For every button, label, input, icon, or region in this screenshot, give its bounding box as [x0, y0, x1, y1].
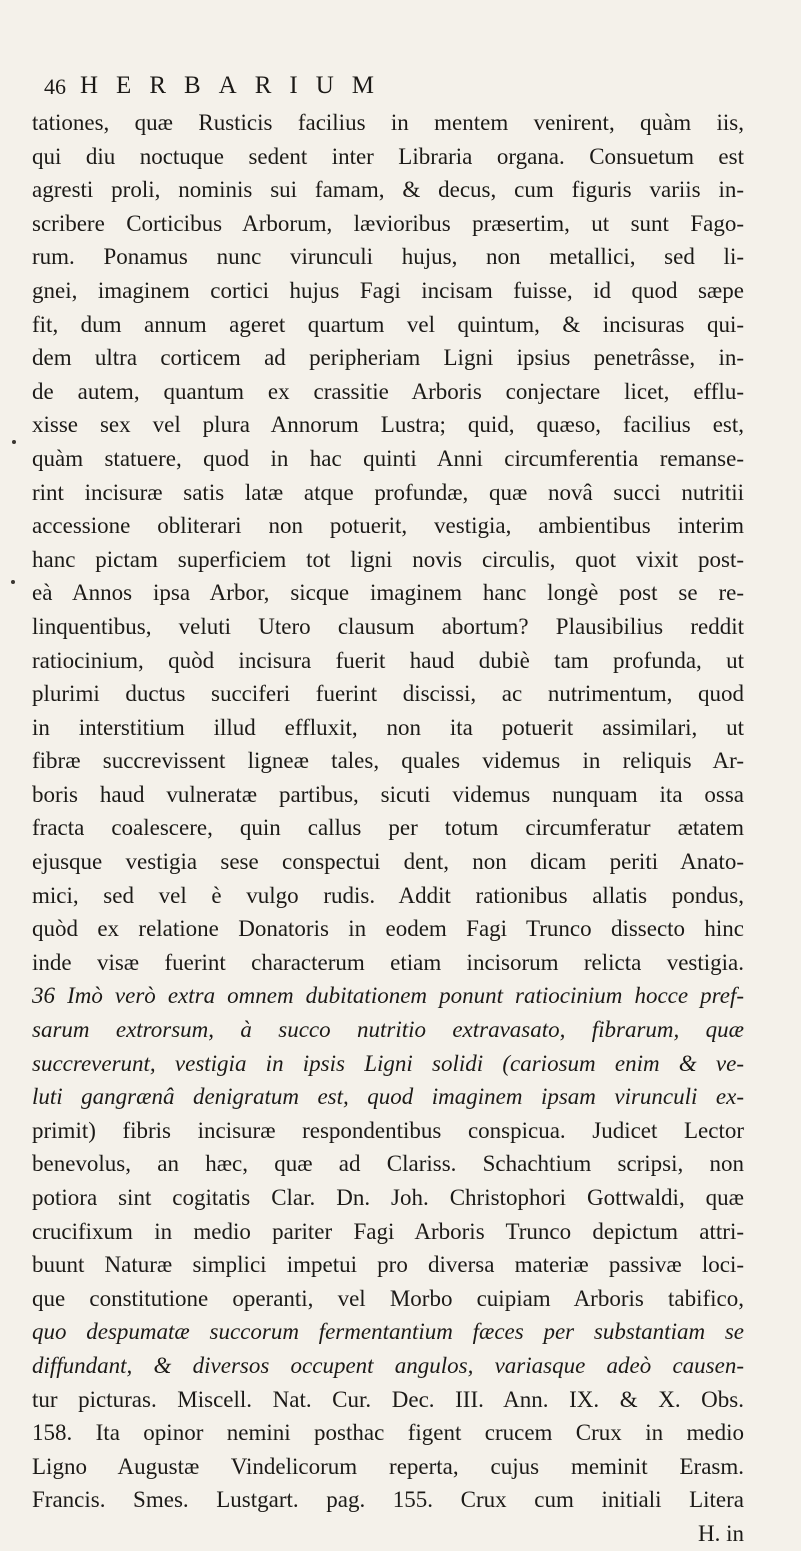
text-line: tur picturas. Miscell. Nat. Cur. Dec. III. Ann. IX. & X. Obs. [32, 1386, 744, 1412]
text-line: fibræ succrevissent ligneæ tales, quales videmus in reliquis Ar- [32, 748, 744, 774]
text-line: ratiocinium, quòd incisura fuerit haud dubiè tam profunda, ut [32, 647, 744, 673]
text-line: quàm statuere, quod in hac quinti Anni circumferentia remanse- [32, 445, 744, 471]
text-line: primit) fibris incisuræ respondentibus conspicua. Judicet Lector [32, 1117, 744, 1143]
text-line: potiora sint cogitatis Clar. Dn. Joh. Christophori Gottwaldi, quæ [32, 1185, 744, 1210]
text-line: buunt Naturæ simplici impetui pro diversa materiæ passivæ loci- [32, 1252, 744, 1278]
text-line: eà Annos ipsa Arbor, sicque imaginem hanc longè post se re- [32, 580, 744, 606]
text-line: 158. Ita opinor nemini posthac figent crucem Crux in medio [32, 1420, 744, 1446]
text-line: quo despumatæ succorum fermentantium fæces per substantiam se [32, 1319, 744, 1345]
text-line: boris haud vulneratæ partibus, sicuti videmus nunquam ita ossa [32, 781, 744, 807]
running-title: HERBARIUM [80, 72, 393, 99]
text-line: benevolus, an hæc, quæ ad Clariss. Schachtium scripsi, non [32, 1151, 744, 1177]
page-header [44, 72, 744, 102]
text-line: rint incisuræ satis latæ atque profundæ, quæ novâ succi nutritii [32, 479, 744, 505]
text-line: diffundant, & diversos occupent angulos, variasque adeò causen- [32, 1352, 744, 1378]
body-text [32, 106, 744, 1551]
text-line: xisse sex vel plura Annorum Lustra; quid, quæso, facilius est, [32, 412, 744, 438]
text-line: ejusque vestigia sese conspectui dent, non dicam periti Anato- [32, 849, 744, 875]
text-line: agresti proli, nominis sui famam, & decus, cum figuris variis in- [32, 177, 744, 203]
text-line: scribere Corticibus Arborum, lævioribus præsertim, ut sunt Fago- [32, 210, 744, 236]
text-line: quòd ex relatione Donatoris in eodem Fagi Trunco dissecto hinc [32, 916, 744, 942]
text-line: accessione obliterari non potuerit, vestigia, ambientibus interim [32, 513, 744, 539]
text-line: linquentibus, veluti Utero clausum abortum? Plausibilius reddit [32, 613, 744, 639]
text-line: mici, sed vel è vulgo rudis. Addit rationibus allatis pondus, [32, 882, 744, 908]
catchword: H. in [698, 1520, 744, 1546]
text-line: hanc pictam superficiem tot ligni novis circulis, quot vixit post- [32, 546, 744, 572]
text-line: 36 Imò verò extra omnem dubitationem ponunt ratiocinium hocce pref- [32, 983, 744, 1009]
text-line: luti gangrænâ denigratum est, quod imaginem ipsam virunculi ex- [32, 1084, 744, 1110]
page-number: 46 [44, 74, 66, 99]
text-line: inde visæ fuerint characterum etiam incisorum relicta vestigia. [32, 949, 744, 975]
text-line: plurimi ductus succiferi fuerint discissi, ac nutrimentum, quod [32, 681, 744, 707]
text-line: de autem, quantum ex crassitie Arboris conjectare licet, efflu- [32, 378, 744, 404]
text-line: crucifixum in medio pariter Fagi Arboris Trunco depictum attri- [32, 1218, 744, 1244]
paper-speck [12, 440, 16, 444]
text-line: qui diu noctuque sedent inter Libraria organa. Consuetum est [32, 143, 744, 169]
text-line: succreverunt, vestigia in ipsis Ligni solidi (cariosum enim & ve- [32, 1050, 744, 1076]
text-line: tationes, quæ Rusticis facilius in mentem venirent, quàm iis, [32, 110, 744, 135]
text-line: Francis. Smes. Lustgart. pag. 155. Crux cum initiali Litera [32, 1487, 744, 1513]
text-line: gnei, imaginem cortici hujus Fagi incisam fuisse, id quod sæpe [32, 277, 744, 303]
text-line: in interstitium illud effluxit, non ita potuerit assimilari, ut [32, 714, 744, 740]
text-line: fracta coalescere, quin callus per totum circumferatur ætatem [32, 815, 744, 841]
text-line: rum. Ponamus nunc virunculi hujus, non metallici, sed li- [32, 244, 744, 270]
text-line: fit, dum annum ageret quartum vel quintum, & incisuras qui- [32, 311, 744, 337]
text-line: que constitutione operanti, vel Morbo cuipiam Arboris tabifico, [32, 1285, 744, 1311]
text-line: Ligno Augustæ Vindelicorum reperta, cujus meminit Erasm. [32, 1453, 744, 1479]
paper-speck [11, 580, 15, 584]
text-line: sarum extrorsum, à succo nutritio extravasato, fibrarum, quæ [32, 1017, 744, 1043]
text-line: dem ultra corticem ad peripheriam Ligni ipsius penetrâsse, in- [32, 345, 744, 371]
